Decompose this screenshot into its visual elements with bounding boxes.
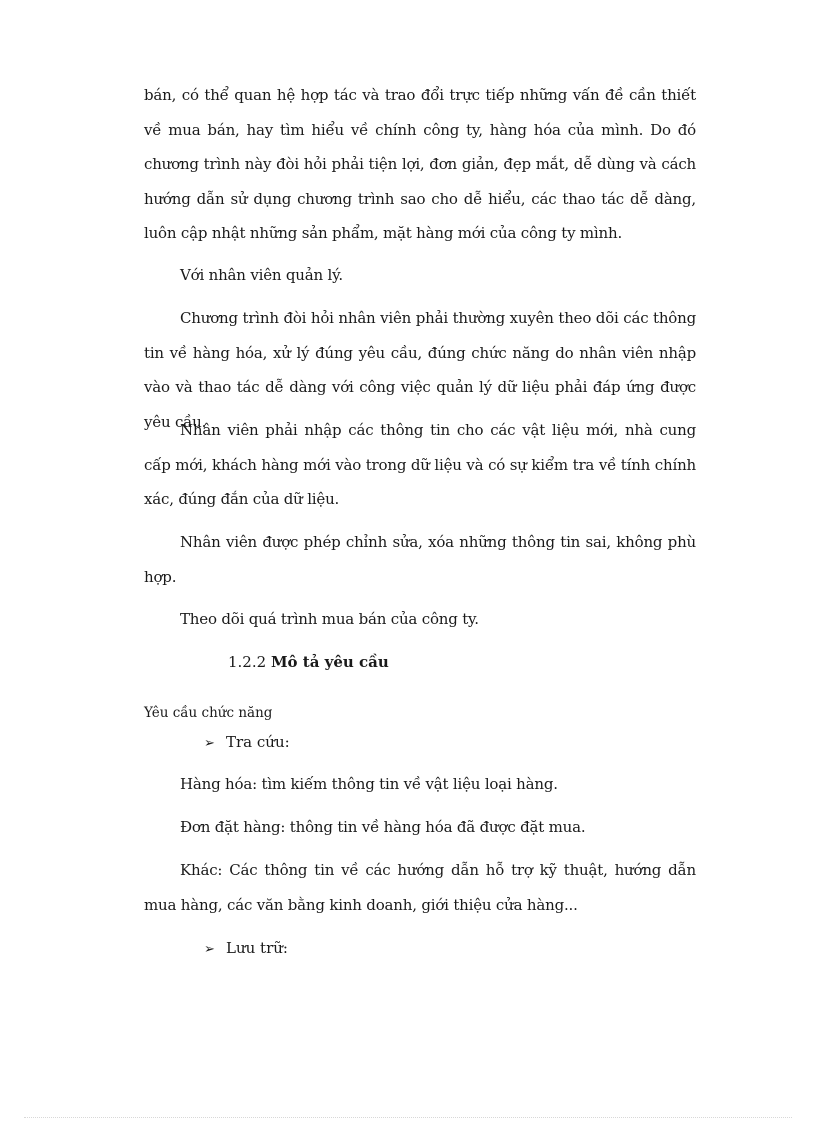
bullet-lookup xyxy=(204,731,290,755)
section-number: 1.2.2 xyxy=(228,653,267,671)
paragraph-monitoring: Theo dõi quá trình mua bán của công ty. xyxy=(180,610,479,628)
section-heading xyxy=(228,651,389,673)
page-bottom-divider xyxy=(24,1117,792,1118)
paragraph-goods: Hàng hóa: tìm kiếm thông tin về vật liệu loại hàng. xyxy=(180,775,558,793)
bullet-storage xyxy=(204,937,288,961)
subheading-functional-requirements: Yêu cầu chức năng xyxy=(144,705,273,721)
bullet-storage-label: Lưu trữ: xyxy=(226,939,288,957)
arrow-bullet-icon: ➢ xyxy=(204,942,215,957)
paragraph-orders: Đơn đặt hàng: thông tin về hàng hóa đã được đặt mua. xyxy=(180,818,586,836)
paragraph-other: Khác: Các thông tin về các hướng dẫn hỗ trợ kỹ thuật, hướng dẫn mua hàng, các văn bằng kinh doanh, giới thiệu cửa hàng... xyxy=(144,861,696,914)
section-title: Mô tả yêu cầu xyxy=(270,653,389,671)
paragraph-edit-permission: Nhân viên được phép chỉnh sửa, xóa những thông tin sai, không phù hợp. xyxy=(144,533,696,586)
paragraph-data-entry: Nhân viên phải nhập các thông tin cho các vật liệu mới, nhà cung cấp mới, khách hàng mới vào trong dữ liệu và có sự kiểm tra về tính chính xác, đúng đắn của dữ liệu. xyxy=(144,421,696,508)
arrow-bullet-icon: ➢ xyxy=(204,736,215,751)
paragraph-staff-requirements: Chương trình đòi hỏi nhân viên phải thường xuyên theo dõi các thông tin về hàng hóa, xử lý đúng yêu cầu, đúng chức năng do nhân viên nhập vào và thao tác dễ dàng với công việc quản lý dữ liệu phải đáp ứng được yêu cầu. xyxy=(144,309,696,431)
paragraph-staff-title: Với nhân viên quản lý. xyxy=(180,266,343,284)
bullet-lookup-label: Tra cứu: xyxy=(226,733,290,751)
paragraph-intro: bán, có thể quan hệ hợp tác và trao đổi trực tiếp những vấn đề cần thiết về mua bán, hay tìm hiểu về chính công ty, hàng hóa của mình. Do đó chương trình này đòi hỏi phải tiện lợi, đơn giản, đẹp mắt, dễ dùng và cách hướng dẫn sử dụng chương trình sao cho dễ hiểu, các thao tác dễ dàng, luôn cập nhật những sản phẩm, mặt hàng mới của công ty mình. xyxy=(144,86,696,242)
